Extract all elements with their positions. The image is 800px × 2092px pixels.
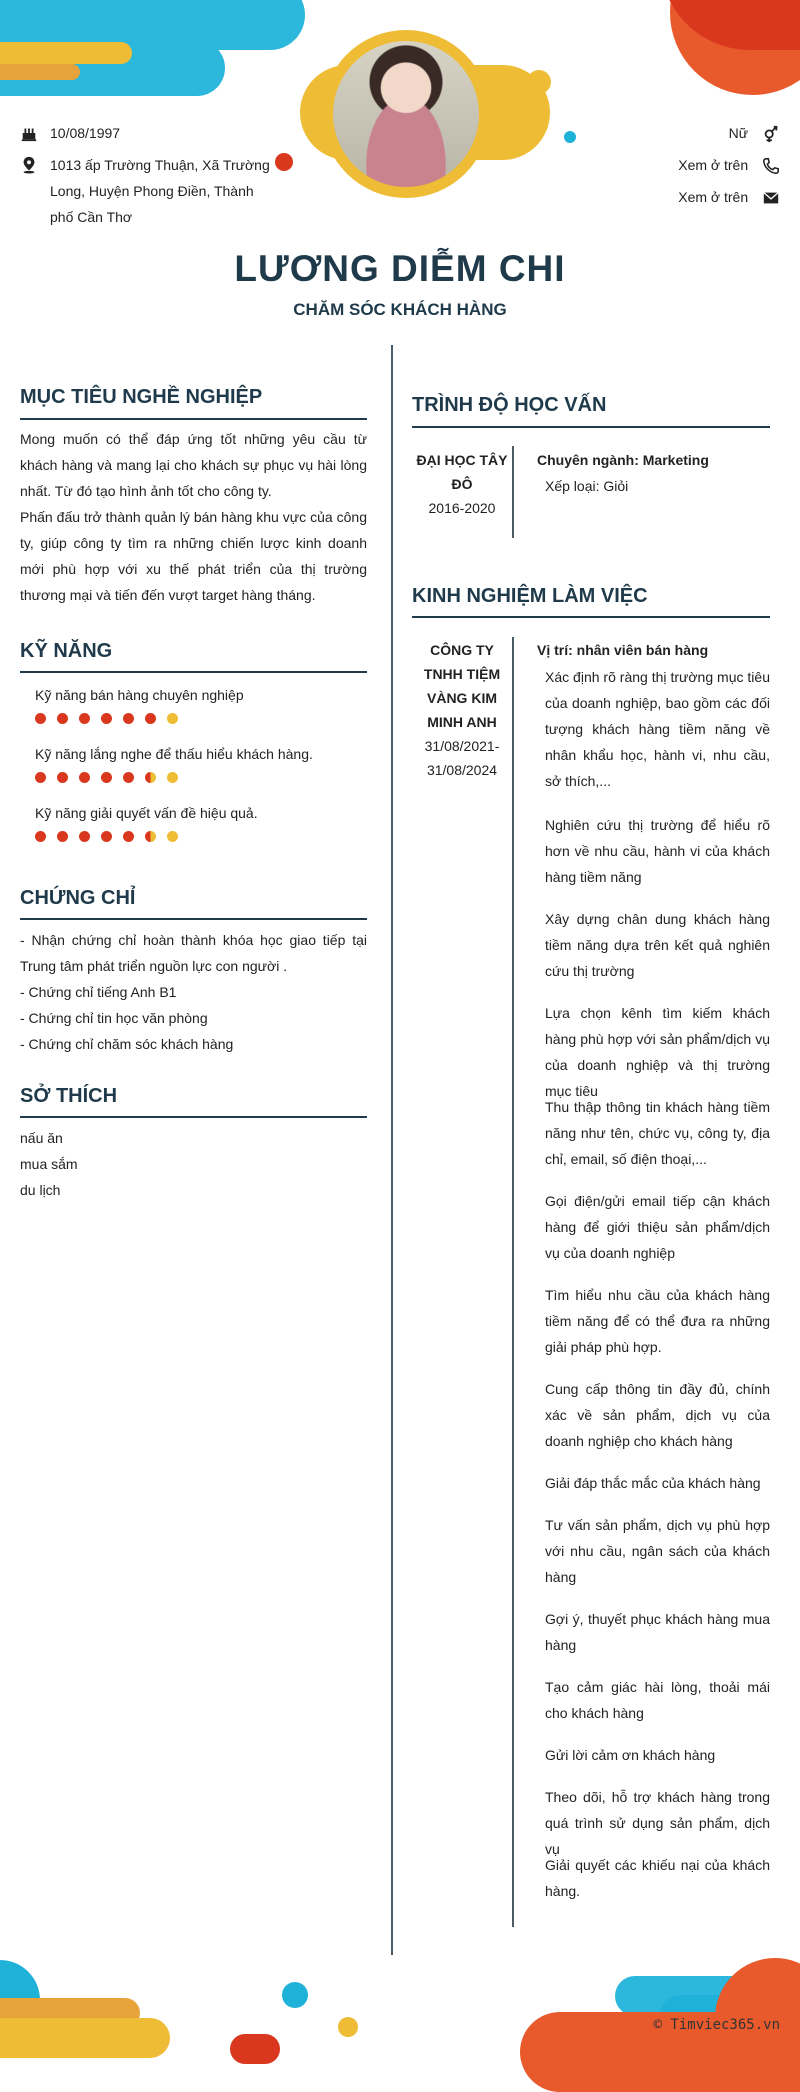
skill-rating-2 [35,772,189,784]
rating-dot [79,713,90,724]
education-period: 2016-2020 [428,500,496,516]
experience-duty: Xây dựng chân dung khách hàng tiềm năng dựa trên kết quả nghiên cứu thị trường [545,911,770,979]
rating-dot [123,831,134,842]
rating-dot [101,713,112,724]
rating-dot [167,831,178,842]
hobbies-list [20,1125,367,1203]
education-timeline [512,446,514,538]
experience-duty: Theo dõi, hỗ trợ khách hàng trong quá trình sử dụng sản phẩm, dịch vụ [545,1789,770,1857]
rating-dot [123,713,134,724]
candidate-position: CHĂM SÓC KHÁCH HÀNG [293,300,507,319]
education-major: Chuyên ngành: Marketing [537,452,709,468]
skill-name-2: Kỹ năng lắng nghe để thấu hiểu khách hàng. [35,746,313,762]
experience-duty: Gọi điện/gửi email tiếp cận khách hàng để giới thiệu sản phẩm/dịch vụ của doanh nghiệp [545,1193,770,1261]
experience-divider [412,616,770,618]
decor-cyan-dot [564,131,576,143]
rating-dot [35,772,46,783]
objective-paragraph-2: Phấn đấu trở thành quản lý bán hàng khu vực của công ty, giúp công ty tìm ra những chiến lược kinh doanh mới phù hợp với xu thế phát triển của thị trường thương mại và tiến đến vượt target hàng tháng. [20,509,367,603]
certificate-item: - Chứng chỉ tiếng Anh B1 [20,984,177,1000]
rating-dot [101,772,112,783]
education-grade: Xếp loại: Giỏi [545,478,629,494]
education-school-block [412,448,512,520]
rating-dot [101,831,112,842]
hobby-item: nấu ăn [20,1130,63,1146]
certificate-item: - Chứng chỉ chăm sóc khách hàng [20,1036,234,1052]
phone-text: Xem ở trên [678,157,749,173]
hobbies-heading: SỞ THÍCH [20,1085,118,1107]
certificates-heading: CHỨNG CHỈ [20,887,136,909]
objective-text [20,426,367,608]
experience-duty: Gợi ý, thuyết phục khách hàng mua hàng [545,1611,770,1653]
rating-dot [145,713,156,724]
rating-dot [35,713,46,724]
birthday-text: 10/08/1997 [50,125,121,141]
envelope-icon [762,189,780,207]
hobby-item: du lịch [20,1182,61,1198]
experience-role: Vị trí: nhân viên bán hàng [537,642,709,658]
decor-cyan-bottom-dot [282,1982,308,2008]
gender-icon [762,125,780,143]
gender-row [729,120,780,146]
objective-paragraph-1: Mong muốn có thể đáp ứng tốt những yêu cầu từ khách hàng và mang lại cho khách sự phục vụ hài lòng nhất. Từ đó tạo hình ảnh tốt cho công ty. [20,431,367,499]
experience-heading: KINH NGHIỆM LÀM VIỆC [412,585,648,607]
skill-rating-3 [35,831,189,843]
rating-dot [57,713,68,724]
experience-company: CÔNG TY TNHH TIỆM VÀNG KIM MINH ANH [423,642,501,730]
decor-yellow-bottom-dot [338,2017,358,2037]
rating-dot [145,831,156,842]
education-school: ĐẠI HỌC TÂY ĐÔ [416,452,508,492]
certificates-list [20,927,367,1057]
skill-rating-1 [35,713,189,725]
education-divider [412,426,770,428]
experience-duty: Tìm hiểu nhu cầu của khách hàng tiềm năng để có thể đưa ra những giải pháp phù hợp. [545,1287,770,1355]
watermark: © Timviec365.vn [653,2017,780,2033]
education-heading: TRÌNH ĐỘ HỌC VẤN [412,394,607,416]
phone-row [678,152,780,178]
experience-duty: Thu thập thông tin khách hàng tiềm năng như tên, chức vụ, công ty, địa chỉ, email, số điện thoại,... [545,1099,770,1167]
rating-dot [79,772,90,783]
birthday-row [20,120,280,146]
hobby-item: mua sắm [20,1156,78,1172]
experience-duty: Gửi lời cảm ơn khách hàng [545,1747,716,1763]
rating-dot [145,772,156,783]
experience-duty: Tư vấn sản phẩm, dịch vụ phù hợp với nhu cầu, ngân sách của khách hàng [545,1517,770,1585]
email-text: Xem ở trên [678,189,749,205]
candidate-name: LƯƠNG DIỄM CHI [234,248,566,289]
experience-duty: Giải đáp thắc mắc của khách hàng [545,1475,761,1491]
decor-red-bottom-left [230,2034,280,2064]
decor-yellow-dot [527,70,551,94]
address-text: 1013 ấp Trường Thuận, Xã Trường Long, Huyện Phong Điền, Thành phố Cần Thơ [50,157,270,225]
certificates-divider [20,918,367,920]
experience-duty: Lựa chọn kênh tìm kiếm khách hàng phù hợp với sản phẩm/dịch vụ của doanh nghiệp và thị trường mục tiêu [545,1005,770,1099]
experience-duty: Tạo cảm giác hài lòng, thoải mái cho khách hàng [545,1679,770,1721]
column-divider [391,345,393,1955]
rating-dot [123,772,134,783]
rating-dot [35,831,46,842]
phone-icon [762,157,780,175]
experience-period: 31/08/2021- 31/08/2024 [424,738,500,778]
rating-dot [57,772,68,783]
rating-dot [79,831,90,842]
certificate-item: - Nhận chứng chỉ hoàn thành khóa học giao tiếp tại Trung tâm phát triển nguồn lực con người . [20,932,367,974]
address-row [20,152,280,230]
location-pin-icon [20,156,38,174]
rating-dot [57,831,68,842]
experience-duty: Cung cấp thông tin đầy đủ, chính xác về sản phẩm, dịch vụ của doanh nghiệp cho khách hàng [545,1381,770,1449]
rating-dot [167,713,178,724]
experience-timeline [512,637,514,1927]
experience-duty: Nghiên cứu thị trường để hiểu rõ hơn về nhu cầu, hành vi của khách hàng tiềm năng [545,817,770,885]
experience-duty: Giải quyết các khiếu nại của khách hàng. [545,1857,770,1899]
objective-heading: MỤC TIÊU NGHỀ NGHIỆP [20,386,263,408]
decor-yellow-bottom-left-2 [0,2018,170,2058]
objective-divider [20,418,367,420]
decor-yellow-top-left [0,42,132,64]
skill-name-1: Kỹ năng bán hàng chuyên nghiệp [35,687,244,703]
experience-duty: Xác định rõ ràng thị trường mục tiêu của doanh nghiệp, bao gồm các đối tượng khách hàng tiềm năng về nhân khẩu học, hành vi, nhu cầu, sở thích,... [545,669,770,789]
birthday-cake-icon [20,124,38,142]
experience-company-block [412,638,512,782]
certificate-item: - Chứng chỉ tin học văn phòng [20,1010,208,1026]
email-row [678,184,780,210]
skill-name-3: Kỹ năng giải quyết vấn đề hiệu quả. [35,805,258,821]
avatar [333,41,479,187]
hobbies-divider [20,1116,367,1118]
skills-heading: KỸ NĂNG [20,640,113,662]
skills-divider [20,671,367,673]
gender-text: Nữ [728,125,749,141]
rating-dot [167,772,178,783]
decor-yellow-top-left-2 [0,64,80,80]
